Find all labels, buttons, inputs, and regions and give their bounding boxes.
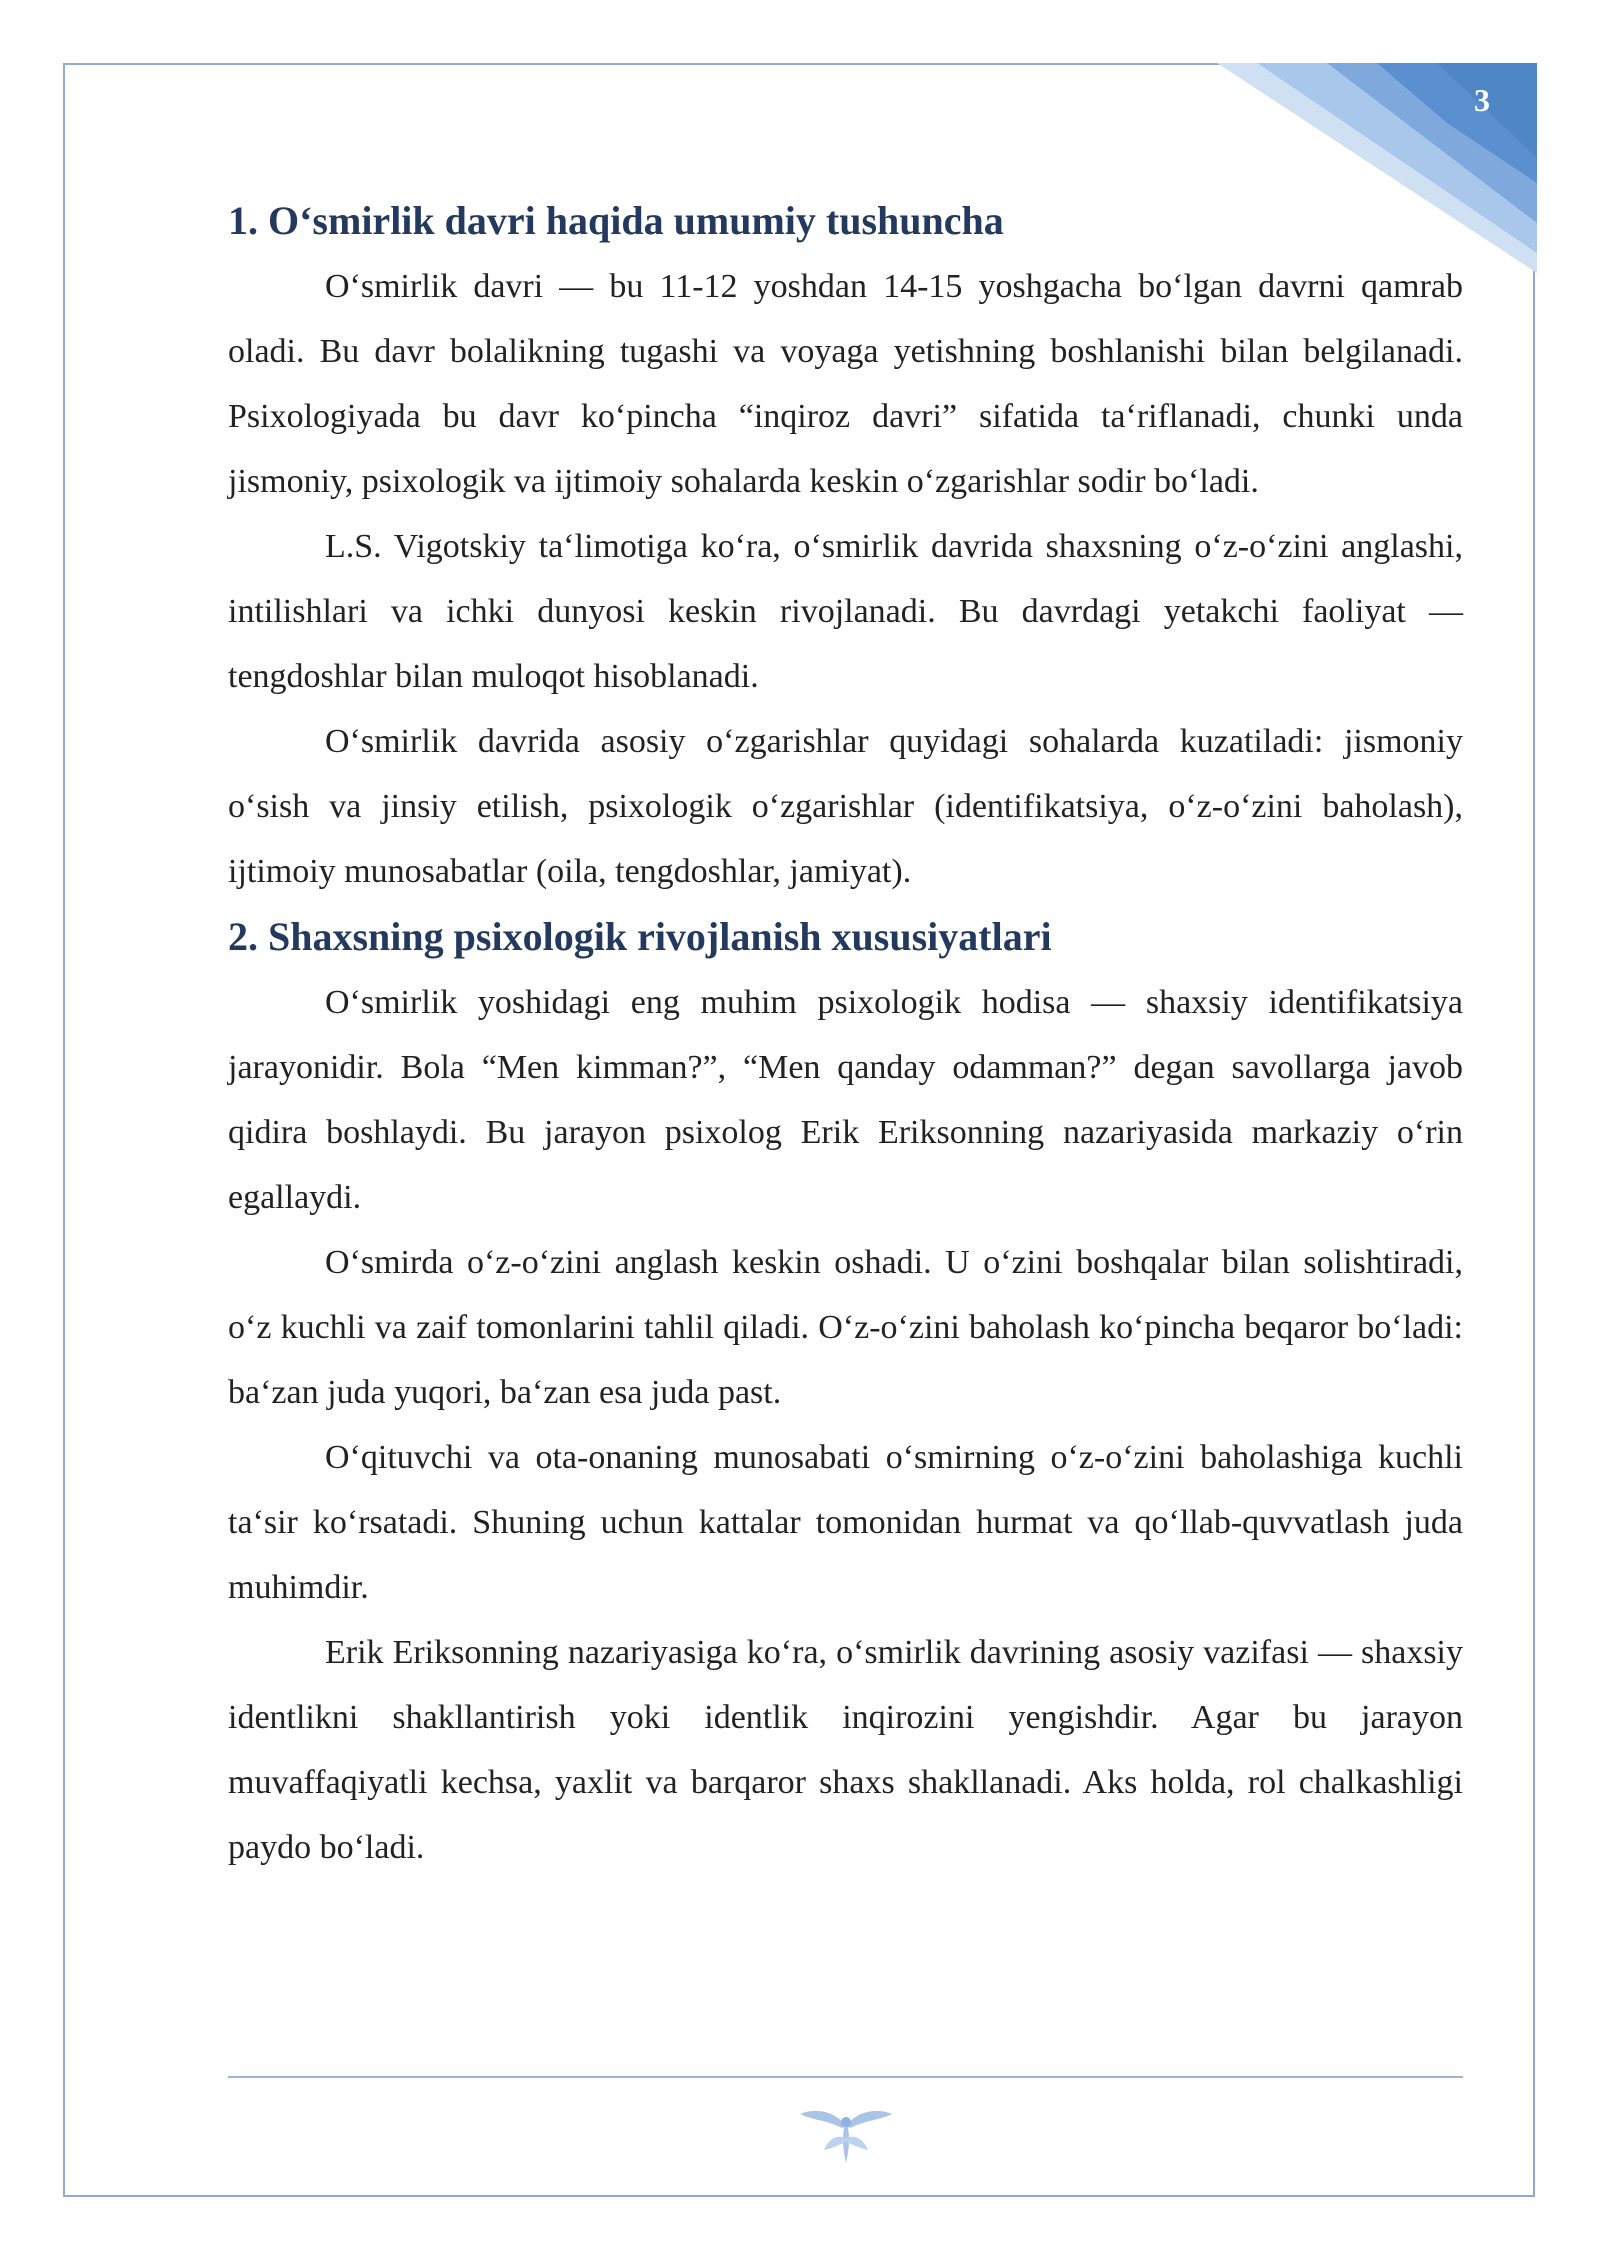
section-heading: 1. Oʻsmirlik davri haqida umumiy tushuncha xyxy=(228,198,1004,243)
paragraph: L.S. Vigotskiy taʻlimotiga koʻra, oʻsmirlik davrida shaxsning oʻz-oʻzini anglashi, intilishlari va ichki dunyosi keskin rivojlanadi. Bu davrdagi yetakchi faoliyat — tengdoshlar bilan muloqot hisoblanadi. xyxy=(228,528,1463,695)
floral-ornament-icon xyxy=(796,2098,896,2168)
paragraph: Oʻsmirlik davri — bu 11-12 yoshdan 14-15 yoshgacha boʻlgan davrni qamrab oladi. Bu davr bolalikning tugashi va voyaga yetishning boshlanishi bilan belgilanadi. Psixologiyada bu davr koʻpincha “inqiroz davri” sifatida taʻriflanadi, chunki unda jismoniy, psixologik va ijtimoiy sohalarda keskin oʻzgarishlar sodir boʻladi. xyxy=(228,268,1463,500)
paragraph: Oʻsmirlik yoshidagi eng muhim psixologik hodisa — shaxsiy identifikatsiya jarayonidir. Bola “Men kimman?”, “Men qanday odamman?” degan savollarga javob qidira boshlaydi. Bu jarayon psixolog Erik Eriksonning nazariyasida markaziy oʻrin egallaydi. xyxy=(228,984,1463,1216)
page-number: 3 xyxy=(1474,82,1490,118)
paragraph: Oʻqituvchi va ota-onaning munosabati oʻsmirning oʻz-oʻzini baholashiga kuchli taʻsir koʻrsatadi. Shuning uchun kattalar tomonidan hurmat va qoʻllab-quvvatlash juda muhimdir. xyxy=(228,1439,1463,1606)
document-body xyxy=(228,188,1463,1880)
paragraph: Oʻsmirda oʻz-oʻzini anglash keskin oshadi. U oʻzini boshqalar bilan solishtiradi, oʻz kuchli va zaif tomonlarini tahlil qiladi. Oʻz-oʻzini baholash koʻpincha beqaror boʻladi: baʻzan juda yuqori, baʻzan esa juda past. xyxy=(228,1244,1463,1411)
section-heading: 2. Shaxsning psixologik rivojlanish xususiyatlari xyxy=(228,914,1052,959)
paragraph: Oʻsmirlik davrida asosiy oʻzgarishlar quyidagi sohalarda kuzatiladi: jismoniy oʻsish va jinsiy etilish, psixologik oʻzgarishlar (identifikatsiya, oʻz-oʻzini baholash), ijtimoiy munosabatlar (oila, tengdoshlar, jamiyat). xyxy=(228,723,1463,890)
section-1 xyxy=(228,188,1463,904)
footer-divider xyxy=(228,2076,1463,2078)
section-2 xyxy=(228,904,1463,1880)
paragraph: Erik Eriksonning nazariyasiga koʻra, oʻsmirlik davrining asosiy vazifasi — shaxsiy identlikni shakllantirish yoki identlik inqirozini yengishdir. Agar bu jarayon muvaffaqiyatli kechsa, yaxlit va barqaror shaxs shakllanadi. Aks holda, rol chalkashligi paydo boʻladi. xyxy=(228,1634,1463,1866)
